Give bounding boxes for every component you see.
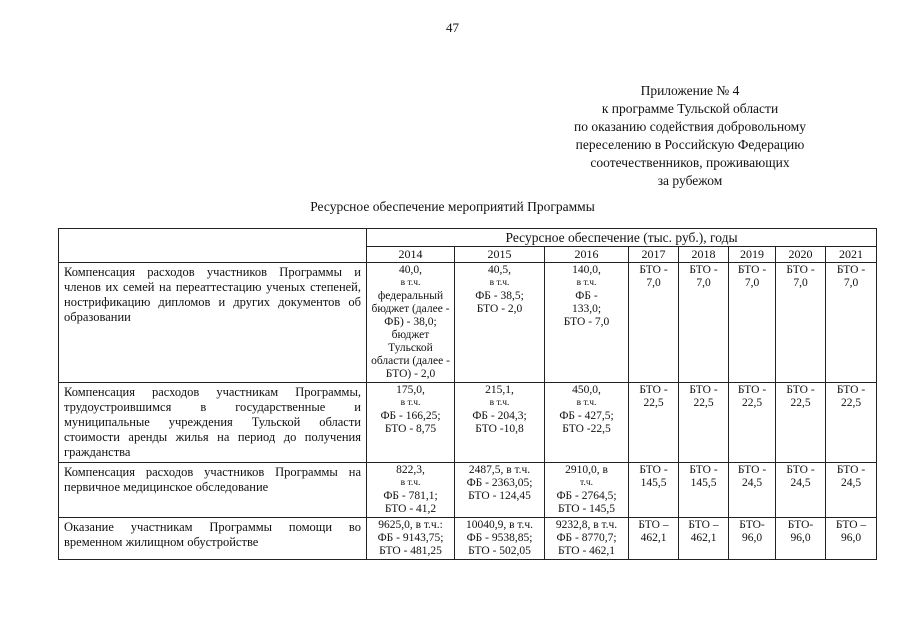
group-header: Ресурсное обеспечение (тыс. руб.), годы xyxy=(367,229,877,247)
value-line: БТО - 8,75 xyxy=(384,423,437,435)
value-line: федеральный бюджет (далее - ФБ) - 38,0; xyxy=(371,290,450,328)
value-line: БТО - xyxy=(639,464,668,476)
value-line: 40,5, xyxy=(488,264,511,276)
value-line: 2910,0, в xyxy=(565,464,608,476)
appendix-line: переселению в Российскую Федерацию xyxy=(575,137,805,152)
value-line: БТО- xyxy=(787,519,814,531)
year-header: 2020 xyxy=(776,247,826,263)
value-cell xyxy=(776,383,826,463)
value-line: 96,0 xyxy=(741,532,763,544)
value-line: ФБ - 2764,5; xyxy=(556,490,617,502)
table-row xyxy=(59,383,877,463)
value-line: 145,5 xyxy=(640,477,667,489)
value-line: БТО - xyxy=(737,464,767,476)
table-body xyxy=(59,263,877,560)
appendix-line: к программе Тульской области xyxy=(601,101,779,116)
value-cell xyxy=(776,263,826,383)
row-name: Оказание участникам Программы помощи во временном жилищном обустройстве xyxy=(59,518,367,560)
value-line: БТО – xyxy=(638,519,669,531)
year-header: 2021 xyxy=(826,247,877,263)
value-line: бюджет Тульской области (далее - БТО) - 2,0 xyxy=(371,329,450,380)
value-line: в т.ч. xyxy=(400,398,421,408)
table-heading: Ресурсное обеспечение мероприятий Программы xyxy=(310,199,595,214)
value-line: БТО - 7,0 xyxy=(639,264,668,289)
value-line: БТО - xyxy=(836,464,866,476)
value-line: БТО - xyxy=(836,384,866,396)
value-cell xyxy=(629,263,679,383)
value-line: в т.ч. xyxy=(489,398,510,408)
value-line: 9232,8, в т.ч. xyxy=(555,519,618,531)
value-cell xyxy=(367,383,455,463)
value-line: ФБ - 204,3; xyxy=(472,410,527,422)
year-header: 2017 xyxy=(629,247,679,263)
value-line: 10040,9, в т.ч. xyxy=(465,519,534,531)
value-line: БТО – xyxy=(688,519,719,531)
value-cell xyxy=(545,463,629,518)
value-line: ФБ - 166,25; xyxy=(380,410,441,422)
value-cell xyxy=(679,463,729,518)
value-line: 24,5 xyxy=(741,477,763,489)
row-name: Компенсация расходов участников Программы на первичное медицинское обследование xyxy=(59,463,367,518)
value-cell xyxy=(455,383,545,463)
value-line: в т.ч. xyxy=(489,278,510,288)
value-cell xyxy=(367,518,455,560)
value-line: БТО - xyxy=(737,264,767,276)
resource-table xyxy=(58,228,877,560)
value-line: БТО - 145,5 xyxy=(557,503,616,515)
value-cell xyxy=(629,463,679,518)
value-line: в т.ч. xyxy=(576,278,597,288)
value-line: БТО - xyxy=(786,384,815,396)
value-cell xyxy=(826,463,877,518)
value-cell xyxy=(629,383,679,463)
value-cell xyxy=(679,263,729,383)
value-cell xyxy=(629,518,679,560)
year-header: 2018 xyxy=(679,247,729,263)
value-line: 462,1 xyxy=(690,532,717,544)
value-line: 22,5 xyxy=(840,397,862,409)
value-cell xyxy=(776,463,826,518)
value-line: в т.ч. xyxy=(576,398,597,408)
value-line: БТО - 41,2 xyxy=(384,503,437,515)
value-cell xyxy=(545,383,629,463)
value-line: 22,5 xyxy=(741,397,763,409)
year-header: 2016 xyxy=(545,247,629,263)
table-row xyxy=(59,518,877,560)
value-line: ФБ - xyxy=(575,290,598,302)
empty-header-cell xyxy=(59,229,367,263)
value-line: ФБ - 9538,85; xyxy=(466,532,533,544)
value-line: в т.ч. xyxy=(400,478,421,488)
appendix-line: соотечественников, проживающих xyxy=(590,155,790,170)
value-cell xyxy=(455,263,545,383)
value-line: 24,5 xyxy=(790,477,811,489)
value-line: БТО - xyxy=(689,384,718,396)
value-line: 145,5 xyxy=(690,477,717,489)
value-line: 450,0, xyxy=(572,384,601,396)
value-line: БТО - xyxy=(786,264,815,276)
value-line: ФБ - 38,5; xyxy=(475,290,524,302)
value-line: 7,0 xyxy=(744,277,760,289)
value-line: БТО - 124,45 xyxy=(468,490,531,502)
value-line: БТО - xyxy=(836,264,866,276)
row-name: Компенсация расходов участников Программы и членов их семей на переаттестацию ученых степеней, нострификацию дипломов и других документов об образовании xyxy=(59,263,367,383)
value-cell xyxy=(776,518,826,560)
value-cell xyxy=(826,518,877,560)
value-line: т.ч. xyxy=(580,478,593,488)
value-line: 2487,5, в т.ч. xyxy=(468,464,531,476)
value-line: 40,0, xyxy=(399,264,422,276)
value-cell xyxy=(729,263,776,383)
value-line: ФБ - 9143,75; xyxy=(377,532,444,544)
value-line: БТО – xyxy=(835,519,867,531)
value-line: 7,0 xyxy=(843,277,859,289)
value-line: БТО - 7,0 xyxy=(563,316,610,328)
year-header: 2014 xyxy=(367,247,455,263)
table-row xyxy=(59,263,877,383)
value-line: БТО- xyxy=(739,519,765,531)
value-line: 7,0 xyxy=(696,277,711,289)
value-line: 215,1, xyxy=(485,384,514,396)
value-cell xyxy=(729,463,776,518)
value-line: ФБ - 781,1; xyxy=(383,490,438,502)
value-cell xyxy=(826,383,877,463)
value-cell xyxy=(455,518,545,560)
year-header: 2019 xyxy=(729,247,776,263)
value-line: БТО - 481,25 xyxy=(379,545,442,557)
value-line: 140,0, xyxy=(572,264,601,276)
value-line: БТО - 502,05 xyxy=(468,545,531,557)
row-name: Компенсация расходов участникам Программы, трудоустроившимся в государственные и муниципальные учреждения Тульской области стоимости аренды жилья на период до получения гражданства xyxy=(59,383,367,463)
value-line: 462,1 xyxy=(640,532,667,544)
value-line: ФБ - 427,5; xyxy=(559,410,614,422)
value-line: БТО -10,8 xyxy=(475,423,524,435)
value-line: 175,0, xyxy=(396,384,425,396)
value-cell xyxy=(367,263,455,383)
value-line: БТО - 2,0 xyxy=(476,303,523,315)
value-line: БТО - xyxy=(689,464,718,476)
value-cell xyxy=(367,463,455,518)
value-line: 133,0; xyxy=(571,303,602,315)
value-line: БТО - xyxy=(737,384,767,396)
appendix-block xyxy=(520,82,860,190)
value-line: 7,0 xyxy=(793,277,808,289)
value-line: 96,0 xyxy=(840,532,862,544)
value-line: БТО - xyxy=(689,264,718,276)
appendix-line: по оказанию содействия добровольному xyxy=(574,119,806,134)
value-cell xyxy=(455,463,545,518)
value-line: 24,5 xyxy=(840,477,862,489)
value-cell xyxy=(729,518,776,560)
page-number: 47 xyxy=(446,20,459,35)
value-line: в т.ч. xyxy=(400,278,421,288)
appendix-line: за рубежом xyxy=(657,173,723,188)
value-line: 22,5 xyxy=(790,397,811,409)
value-cell xyxy=(679,518,729,560)
value-line: ФБ - 2363,05; xyxy=(466,477,533,489)
appendix-line: Приложение № 4 xyxy=(640,83,740,98)
value-line: 22,5 xyxy=(693,397,714,409)
value-cell xyxy=(679,383,729,463)
value-cell xyxy=(545,518,629,560)
value-cell xyxy=(826,263,877,383)
value-cell xyxy=(545,263,629,383)
table-row xyxy=(59,463,877,518)
value-line: БТО - 462,1 xyxy=(557,545,616,557)
value-line: ФБ - 8770,7; xyxy=(556,532,617,544)
value-line: БТО - xyxy=(639,384,668,396)
value-line: 22,5 xyxy=(643,397,664,409)
value-line: 9625,0, в т.ч.: xyxy=(378,519,443,531)
value-line: БТО -22,5 xyxy=(562,423,611,435)
value-line: 822,3, xyxy=(396,464,425,476)
value-line: 96,0 xyxy=(790,532,811,544)
value-line: БТО - xyxy=(786,464,815,476)
year-header: 2015 xyxy=(455,247,545,263)
value-cell xyxy=(729,383,776,463)
